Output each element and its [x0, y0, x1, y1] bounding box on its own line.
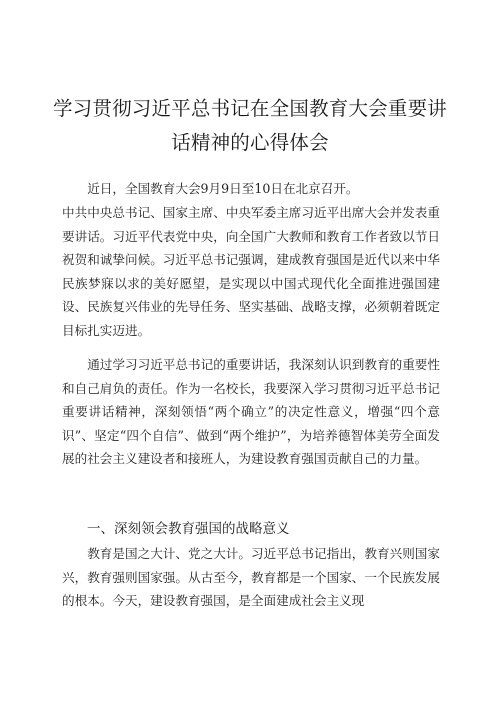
paragraph: 通过学习习近平总书记的重要讲话，我深刻认识到教育的重要性和自己肩负的责任。作为一名校长，我要深入学习贯彻习近平总书记重要讲话精神，深刻领悟“两个确立”的决定性意义，增强“四个意识”、坚定“四个自信”、做到“两个维护”，为培养德智体美劳全面发展的社会主义建设者和接班人，为建设教育强国贡献自己的力量。	[62, 357, 440, 466]
paragraph: 教育是国之大计、党之大计。习近平总书记指出，教育兴则国家兴，教育强则国家强。从古至今，教育都是一个国家、一个民族发展的根本。今天，建设教育强国，是全面建成社会主义现	[62, 546, 440, 608]
paragraph-body: 中共中央总书记、国家主席、中央军委主席习近平出席大会并发表重要讲话。习近平代表党中央，向全国广大教师和教育工作者致以节日祝贺和诚挚问候。习近平总书记强调，建成教育强国是近代以来中华民族梦寐以求的美好愿望，是实现以中国式现代化全面推进强国建设、民族复兴伟业的先导任务、坚实基础、战略支撑，必须朝着既定目标扎实迈进。	[62, 205, 440, 338]
section-heading: 一、深刻领会教育强国的战略意义	[87, 521, 290, 537]
document-title: 学习贯彻习近平总书记在全国教育大会重要讲话精神的心得体会	[52, 97, 447, 154]
paragraph-lead: 近日，全国教育大会9月9日至10日在北京召开。	[87, 181, 359, 196]
